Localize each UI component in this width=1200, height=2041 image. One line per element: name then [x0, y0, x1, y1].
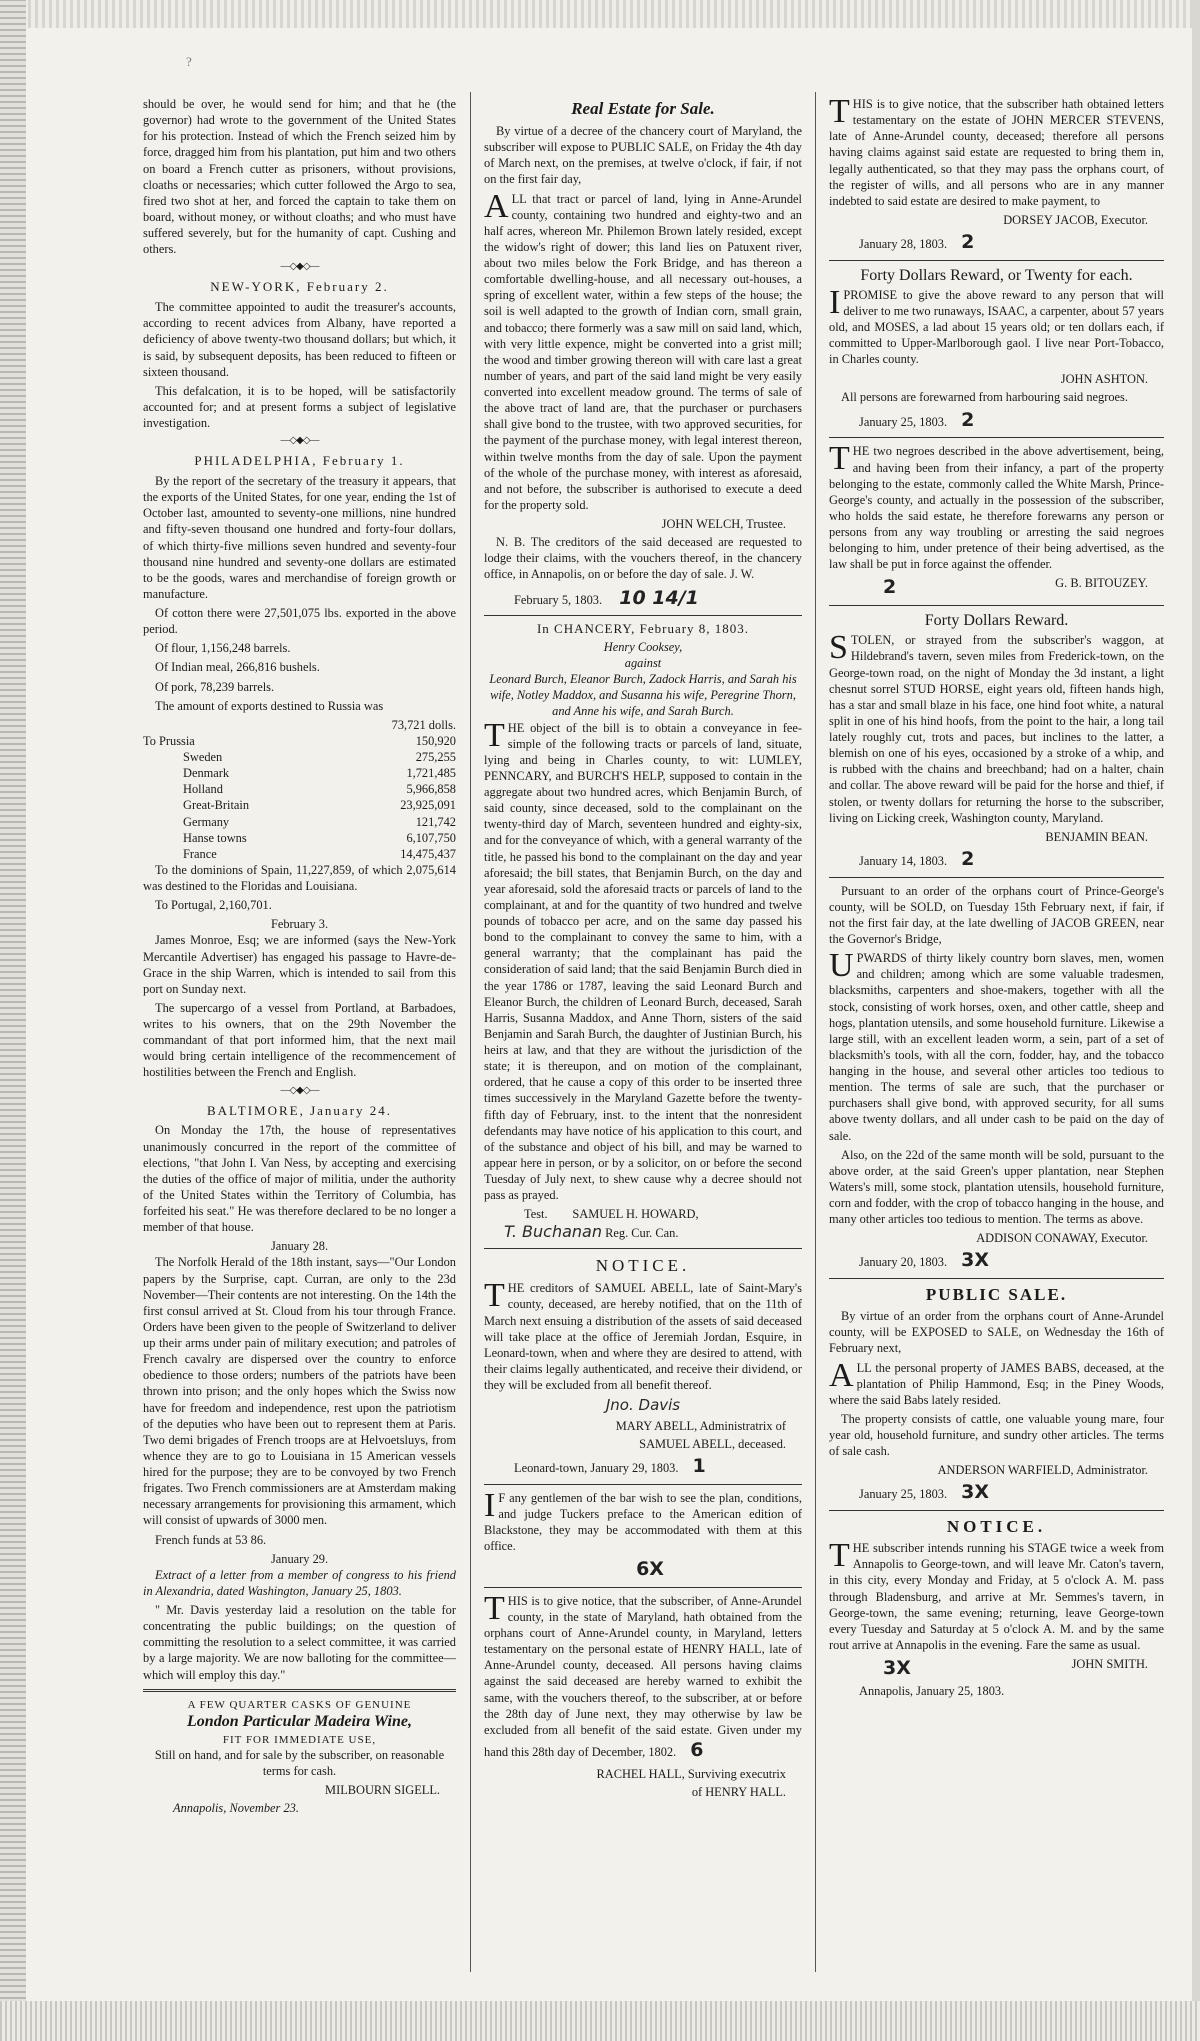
paragraph: Pursuant to an order of the orphans court of Prince-George's county, will be SOLD, on Tuesday 15th February next, if fair, if not the first fair day, at the late dwelling of JACOB GREEN, near the Governor's Bridge, [829, 883, 1164, 946]
drop-cap: T [829, 440, 850, 478]
heading-chancery: In CHANCERY, February 8, 1803. [536, 621, 750, 637]
handwritten-mark: 6X [636, 1558, 664, 1581]
article-continuation: should be over, he would send for him; and that he (the governor) had wrote to the government of the United States for his protection. Instead of which the French seized him by force, dragged him from his plantation, put him and two others on board a French cutter as prisoners, without provisions, cloaths or necessaries; which cutter followed the Argo to sea, fired two shot at her, and forced the captain to take them on board, without money, or without cloaths; and who must have suffered severely, but for the humanity of capt. Cushing and others. [143, 97, 456, 257]
handwritten-mark: 1 [692, 1454, 706, 1477]
handwriting-line [484, 1396, 802, 1416]
torn-bottom-edge [0, 2001, 1200, 2041]
drop-cap: T [484, 716, 505, 754]
paragraph: Of cotton there were 27,501,075 lbs. exported in the above period. [143, 606, 456, 637]
paragraph: " Mr. Davis yesterday laid a resolution on the table for concentrating the public buildings; on the question of committing the resolution to a select committee, it was carried by a large majority. We are now balloting for the committee—which will employ this day." [143, 1603, 456, 1682]
signature: SAMUEL H. HOWARD, [572, 1207, 699, 1222]
heading-real-estate: Real Estate for Sale. [571, 99, 715, 118]
exports-row [143, 765, 456, 781]
paragraph: All persons are forewarned from harbouring said negroes. [841, 389, 1128, 404]
handwritten-mark: 6 [690, 1738, 704, 1761]
signature: ADDISON CONAWAY, Executor. [976, 1231, 1148, 1246]
notice-date: January 14, 1803. 2 [859, 847, 975, 870]
notice-date: Leonard-town, January 29, 1803. 1 [514, 1454, 706, 1477]
exports-row [143, 717, 456, 733]
signature: DORSEY JACOB, Executor. [1003, 212, 1148, 227]
signature: ANDERSON WARFIELD, Administrator. [937, 1463, 1148, 1478]
paragraph: Of pork, 78,239 barrels. [155, 679, 275, 694]
signature: BENJAMIN BEAN. [1045, 829, 1148, 844]
paragraph: HE two negroes described in the above advertisement, being, and having been from their infancy, a part of the property belonging to the estate, commonly called the White Marsh, Prince-George's county, and actually in the possession of the subscriber, who holds the said estate, he therefore forewarns any person or persons from any way troubling or arresting the said negroes belonging to him, under pretence of their being advertised, as the law shall be put in force against the offender. [829, 444, 1164, 572]
ad-text: Still on hand, and for sale by the subscriber, on reasonable terms for cash. [154, 1748, 445, 1779]
ad-line: A FEW QUARTER CASKS OF GENUINE [187, 1698, 412, 1711]
paragraph: N. B. The creditors of the said deceased are requested to lodge their claims, with the vouchers thereof, in the chancery office, in Annapolis, on or before the day of sale. J. W. [484, 535, 802, 582]
signature: MARY ABELL, Administratrix of [615, 1418, 786, 1433]
column-rule [815, 92, 816, 1972]
exports-amount: 14,475,437 [400, 846, 456, 861]
defendants: Leonard Burch, Eleanor Burch, Zadock Harris, and Sarah his wife, Notley Maddox, and Susanna his wife, Peregrine Thorn, and Anne his wife, and Sarah Burch. [489, 672, 797, 719]
heading-notice: NOTICE. [946, 1517, 1047, 1537]
exports-destination: Holland [183, 782, 223, 797]
column-rule [470, 92, 471, 1972]
rule [484, 1484, 802, 1485]
heading-notice: NOTICE. [595, 1256, 691, 1276]
register: T. Buchanan Reg. Cur. Can. [504, 1222, 679, 1242]
paragraph: Of Indian meal, 266,816 bushels. [155, 660, 320, 675]
paragraph: The supercargo of a vessel from Portland, at Barbadoes, writes to his owners, that on the 29th November the commandant of that port informed him, that the next mail would bring certain intelligence of the recommencement of hostilities between the French and English. [143, 1000, 456, 1080]
paragraph: LL that tract or parcel of land, lying in Anne-Arundel county, containing two hundred and eighty-two and an half acres, whereon Mr. Philemon Brown lately resided, except the widow's right of dower; this land lies on Patuxent river, about two miles below the Fork Bridge, and has thereon a comfortable dwelling-house, and all necessary out-houses, a spring of excellent water, within a few steps of the house; the soil is well adapted to the growth of Indian corn, small grain, and tobacco; there formerly was a saw mill on said land, which, with very little expence, might be converted into a grist mill; the wood and timber growing thereon will with care last a great number of years, and part of the said land might be very easily converted into excellent meadow ground. The terms of sale of the above tract of land are, that the purchaser or purchasers shall give bond to the trustee, with two approved securities, for the payment of the purchase money, with legal interest thereon, within twelve months from the day of sale. Upon the payment of the whole of the purchase money, with interest as aforesaid, and not before, the subscriber is authorised to execute a deed for the property sold. [484, 191, 802, 512]
paragraph: HIS is to give notice, that the subscriber hath obtained letters testamentary on the estate of JOHN MERCER STEVENS, late of Anne-Arundel county, deceased; therefore all persons having claims against said estate are requested to bring them in, legally authenticated, so that they may pass the orphans court, of the register of wills, and all persons who are in any manner indebted to said estate are desired to make payment, to [829, 97, 1164, 208]
column-advertisements [829, 96, 1164, 1996]
exports-destination: Germany [183, 814, 230, 829]
drop-cap: T [484, 1277, 505, 1315]
signature: JOHN WELCH, Trustee. [661, 517, 786, 532]
heading-reward: Forty Dollars Reward, or Twenty for each. [860, 266, 1133, 284]
against: against [624, 656, 662, 670]
dateline-baltimore: BALTIMORE, January 24. [206, 1102, 393, 1118]
exports-amount: 6,107,750 [406, 830, 456, 845]
rule [829, 1510, 1164, 1511]
exports-row [143, 733, 456, 749]
drop-cap: U [829, 947, 854, 985]
ad-date: Annapolis, November 23. [173, 1801, 299, 1816]
signature: G. B. BITOUZEY. [1055, 576, 1148, 591]
signature-line-2: of HENRY HALL. [691, 1784, 786, 1799]
signature-row [829, 1656, 1164, 1681]
ornament-divider: —◇◆◇— [280, 435, 319, 447]
paragraph: TOLEN, or strayed from the subscriber's waggon, at Hildebrand's tavern, seven miles from Frederick-town, on the George-town road, on the night of Monday the 3d instant, a light chesnut sorrel STUD HORSE, eight years old, fifteen hands high, has a star and small blaze in his face, one hind foot white, a natural split in one of his hind hoofs, from the point to the hair, a long tail lately roughly cut, trots and paces, but inclines to the latter, a blemish on one of his eyes, occasioned by a stroke of a whip, and is rubbed with the chains and breechband; had on a halter, chain and collar. The above reward will be paid for the horse and thief, if stolen, or twenty dollars for returning the horse to the subscriber, living on Licking creek, Washington county, Maryland. [829, 633, 1164, 825]
notice-date: January 28, 1803. 2 [859, 231, 975, 253]
handwritten-mark: 2 [961, 408, 975, 431]
binding-left-edge [0, 0, 26, 2041]
exports-amount: 150,920 [415, 733, 456, 748]
exports-amount: 5,966,858 [406, 782, 456, 797]
ad-line: FIT FOR IMMEDIATE USE, [222, 1733, 377, 1746]
exports-row [143, 814, 456, 830]
date-line: February 3. [270, 917, 329, 932]
drop-cap: A [829, 1356, 854, 1394]
signature: JOHN SMITH. [1071, 1657, 1148, 1672]
exports-destination: France [183, 846, 217, 861]
column-news [143, 96, 456, 1996]
drop-cap: T [829, 1537, 850, 1575]
exports-row [143, 830, 456, 846]
torn-top-edge [0, 0, 1200, 28]
drop-cap: A [484, 187, 509, 225]
heading-public-sale: PUBLIC SALE. [925, 1285, 1068, 1305]
exports-row [143, 797, 456, 813]
exports-destination: Sweden [183, 750, 223, 765]
paragraph: The Norfolk Herald of the 18th instant, says—"Our London papers by the Surprise, capt. Curran, are only to the 23d November—Their contents are not interesting. On the 14th the first consul arrived at St. Cloud from his tour through France. Orders have been given to the people of Switzerland to deliver up their arms under pain of military execution; and patroles of French cavalry are dispersed over the country to enforce obedience to those orders; numbers of the patriots have been thrown into prison; and the only hopes which the Swiss now have for freedom and independence, rest upon the patriotism of the deputies who have been out to represent them at Paris. Two demi brigades of French troops are at Helvoetsluys, from whence they are to go to Louisiana in 15 American vessels hired for the purpose; they are to be convoyed by two French frigates. Two French commissioners are at Amsterdam making necessary arrangements for provisioning this armament, which will consist of upwards of 3000 men. [143, 1255, 456, 1528]
signature: MILBOURN SIGELL. [325, 1783, 440, 1798]
exports-amount: 73,721 dolls. [391, 717, 456, 732]
paragraph: PWARDS of thirty likely country born slaves, men, women and children; among which are some valuable tradesmen, blacksmiths, carpenters and shoe-makers, together with all the stock, consisting of work horses, oxen, and other cattle, sheep and hogs, plantation utensils, and some household furniture. Likewise a large still, with an excellent leaden worm, a sein, part of a set of blacksmith's tools, with all the corn, fodder, hay, and the tobacco hanging in the house, and several other articles too tedious to mention. The terms of sale are such, that the purchaser or purchasers shall give bond, with approved security, for all sums above twenty dollars, and all under cash to be paid on the day of sale. [829, 951, 1164, 1143]
paragraph: The property consists of cattle, one valuable young mare, four year old, household furniture, and sundry other articles. The terms of sale cash. [829, 1411, 1164, 1459]
signature: RACHEL HALL, Surviving executrix [596, 1766, 786, 1781]
dateline-philadelphia: PHILADELPHIA, February 1. [194, 453, 405, 469]
extract-heading: Extract of a letter from a member of congress to his friend in Alexandria, dated Washington, January 25, 1803. [143, 1567, 456, 1598]
paragraph: Of flour, 1,156,248 barrels. [155, 641, 291, 656]
exports-amount: 275,255 [415, 750, 456, 765]
exports-row [143, 749, 456, 765]
exports-amount: 121,742 [415, 814, 456, 829]
paragraph: LL the personal property of JAMES BABS, deceased, at the plantation of Philip Hammond, Esq; in the Piney Woods, where the said Babs lately resided. [829, 1360, 1164, 1407]
exports-row [143, 846, 456, 862]
paragraph: HE subscriber intends running his STAGE twice a week from Annapolis to George-town, and will leave Mr. Caton's tavern, in this city, every Monday and Friday, at 5 o'clock A. M. pass through Bladensburg, and arrive at Mr. Semmes's tavern, in George-town, the same evening; returning, leave George-town every Tuesday and Saturday at 5 o'clock A. M. and by the same rout arrive at Annapolis in the evening. Fare the same as usual. [829, 1541, 1164, 1652]
dateline-new-york: NEW-YORK, February 2. [210, 279, 389, 295]
date-line: January 29. [270, 1551, 329, 1566]
paragraph: HIS is to give notice, that the subscriber, of Anne-Arundel county, in the state of Maryland, hath obtained from the orphans court of Anne-Arundel county, in Maryland, letters testamentary on the personal estate of HENRY HALL, late of Anne-Arundel county, deceased. All persons having claims against the said deceased are hereby warned to exhibit the same, with the vouchers thereof, to the subscriber, at or before the 28th day of June next, they may otherwise by law be excluded from all benefit of the said estate. Given under my hand this 28th day of December, 1802. [484, 1593, 802, 1759]
paragraph: The committee appointed to audit the treasurer's accounts, according to recent advices from Albany, have reported a deficiency of above twenty-two thousand dollars; but which, it is said, by subsequent deposits, has been reduced to fifteen or sixteen thousand. [143, 300, 456, 379]
handwritten-mark: 2 [883, 576, 897, 599]
notice-date: Annapolis, January 25, 1803. [859, 1683, 1005, 1698]
paragraph: To the dominions of Spain, 11,227,859, of which 2,075,614 was destined to the Floridas and Louisiana. [143, 862, 456, 894]
rule [829, 260, 1164, 261]
exports-table [143, 717, 456, 862]
exports-amount: 1,721,485 [406, 766, 456, 781]
paragraph: French funds at 53 86. [155, 1532, 267, 1547]
exports-destination: To Prussia [143, 733, 195, 748]
handwritten-mark: 2 [961, 231, 975, 253]
column-legal-notices [484, 96, 802, 1996]
rule [829, 437, 1164, 438]
handwritten-signature: T. Buchanan [504, 1222, 602, 1242]
exports-destination [143, 717, 338, 733]
paragraph: By the report of the secretary of the treasury it appears, that the exports of the United States, for one year, ending the 1st of October last, amounted to seventy-one millions, nine hundred and fifty-seven thousand one hundred and forty-four dollars, of which thirty-five millions seven hundred and seventy-four thousand nine hundred and seventy-one dollars are estimated to be the goods, wares and merchandise of foreign growth or manufacture. [143, 474, 456, 601]
handwritten-mark: 10 14/1 [619, 586, 699, 609]
exports-destination: Hanse towns [183, 830, 247, 845]
rule [829, 877, 1164, 878]
paragraph: To Portugal, 2,160,701. [155, 898, 272, 913]
drop-cap: I [484, 1486, 496, 1524]
signature: JOHN ASHTON. [1060, 371, 1148, 386]
paragraph: By virtue of a decree of the chancery court of Maryland, the subscriber will expose to PUBLIC SALE, on Friday the 4th day of March next, on the premises, at twelve o'clock, if fair, if not on the first fair day, [484, 124, 802, 187]
signature-line-2: SAMUEL ABELL, deceased. [639, 1436, 786, 1451]
paragraph: HE creditors of SAMUEL ABELL, late of Saint-Mary's county, deceased, are hereby notified, that on the 11th of March next ensuing a distribution of the assets of said deceased will take place at the office of Jeremiah Jordan, Esquire, in Leonard-town, when and where they are desired to attend, with their claims legally authenticated, and receive their dividend, or they will be excluded from all benefit thereof. [484, 1281, 802, 1393]
rule [484, 615, 802, 616]
paragraph: PROMISE to give the above reward to any person that will deliver to me two runaways, ISAAC, a carpenter, about 57 years old, and MOSES, a lad about 15 years old; or ten dollars each, if committed to Upper-Marlborough gaol. I live near Port-Tobacco, in Charles county. [829, 287, 1164, 367]
paragraph: F any gentlemen of the bar wish to see the plan, conditions, and judge Tuckers preface to the American edition of Blackstone, they may be accommodated with them at this office. [484, 1490, 802, 1553]
rule [484, 1248, 802, 1249]
drop-cap: T [484, 1589, 505, 1627]
exports-destination: Denmark [183, 766, 230, 781]
paragraph: This defalcation, it is to be hoped, will be satisfactorily accounted for; and at present forms a subject of legislative investigation. [143, 383, 456, 431]
complainant: Henry Cooksey, [603, 639, 683, 654]
paragraph: The amount of exports destined to Russia was [155, 698, 384, 713]
drop-cap: S [829, 629, 848, 667]
double-rule [143, 1689, 456, 1692]
paragraph: James Monroe, Esq; we are informed (says the New-York Mercantile Advertiser) has engaged his passage to Havre-de-Grace in the ship Warren, which is intended to sail from this port on Sunday next. [143, 933, 456, 996]
page-mark: ? [186, 54, 192, 69]
paragraph: On Monday the 17th, the house of representatives unanimously concurred in the report of the committee of elections, "that John I. Van Ness, by accepting and exercising the duties of the office of major of militia, under the authority of the United States within the Territory of Columbia, has forfeited his seat." He was therefore declared to be no longer a member of that house. [143, 1123, 456, 1235]
exports-destination: Great-Britain [183, 798, 250, 813]
exports-amount: 23,925,091 [400, 798, 456, 813]
initials: J. W. [729, 567, 755, 582]
signature-row [829, 575, 1164, 600]
handwritten-mark: 3X [883, 1657, 911, 1680]
ornament-divider: —◇◆◇— [280, 261, 319, 273]
notice-date: February 5, 1803. 10 14/1 [514, 586, 699, 609]
paragraph: Also, on the 22d of the same month will be sold, pursuant to the above order, at the said Green's upper plantation, near Stephen Waters's mill, some stock, plantation utensils, household furniture, corn and fodder, with the crop of tobacco hanging in the house, and many other articles too tedious to mention. The terms as above. [829, 1147, 1164, 1227]
notice-date: January 20, 1803. 3X [859, 1249, 989, 1272]
attestation: Test. SAMUEL H. HOWARD, [524, 1207, 699, 1222]
right-edge [1192, 0, 1200, 2041]
paragraph: HE object of the bill is to obtain a conveyance in fee-simple of the following tracts or parcels of land, situate, lying and being in Charles county, to wit: LUMLEY, PENNCARY, and BURCH'S HELP, supposed to contain in the aggregate about two hundred acres, which Benjamin Burch, of said county, since deceased, sold to the complainant on the twenty-third day of March, seventeen hundred and eighty-six, and for the conveyance of which, with a general warranty of the title, he passed his bond to the complainant on the day and year aforesaid; the bill states, that Benjamin Burch, on the day and year aforesaid, sold the aforesaid tracts or parcels of land to the complainant, at and for the quantity of two hundred and twelve pounds of tobacco per acre, and on the same day passed his bond to the complainant to convey the same to him, with a general warranty; that the complainant has paid the consideration of said land; that the said Benjamin Burch died in the year 1786 or 1787, leaving the said Leonard Burch and Eleanor Burch, the children of Leonard Burch, deceased, Sarah Harris, Susanna Maddox, and Anne Thorn, sisters of the said Benjamin and Sarah Burch, the daughter of Justinian Burch, his heirs at law, and that they are without the jurisdiction of the state; it is thereupon, and on motion of the complainant, ordered, that he cause a copy of this order to be inserted three times successively in the Maryland Gazette before the twenty-fifth day of February, inst. to the intent that the nonresident defendants may have notice of his application to this court, and of the substance and object of his bill, and may be warned to appear here in person, or by a solicitor, on or before the second Tuesday of July next, to shew cause why a decree should not pass as prayed. [484, 720, 802, 1203]
paragraph: By virtue of an order from the orphans court of Anne-Arundel county, will be EXPOSED to SALE, on Wednesday the 16th of February next, [829, 1309, 1164, 1356]
rule [829, 1278, 1164, 1279]
handwritten-mark: 3X [961, 1249, 989, 1272]
drop-cap: I [829, 283, 841, 321]
ad-title: London Particular Madeira Wine, [187, 1712, 412, 1730]
handwritten-signature: Jno. Davis [605, 1396, 681, 1415]
notice-date: January 25, 1803. 3X [859, 1481, 989, 1504]
ornament-divider: —◇◆◇— [280, 1084, 319, 1096]
rule [829, 605, 1164, 606]
drop-cap: T [829, 96, 850, 130]
handwritten-mark: 3X [961, 1481, 989, 1504]
exports-row [143, 781, 456, 797]
date-line: January 28. [270, 1239, 329, 1254]
heading-reward: Forty Dollars Reward. [924, 612, 1069, 630]
notice-date: January 25, 1803. 2 [859, 408, 975, 431]
rule [484, 1587, 802, 1588]
handwritten-mark: 2 [961, 847, 975, 870]
